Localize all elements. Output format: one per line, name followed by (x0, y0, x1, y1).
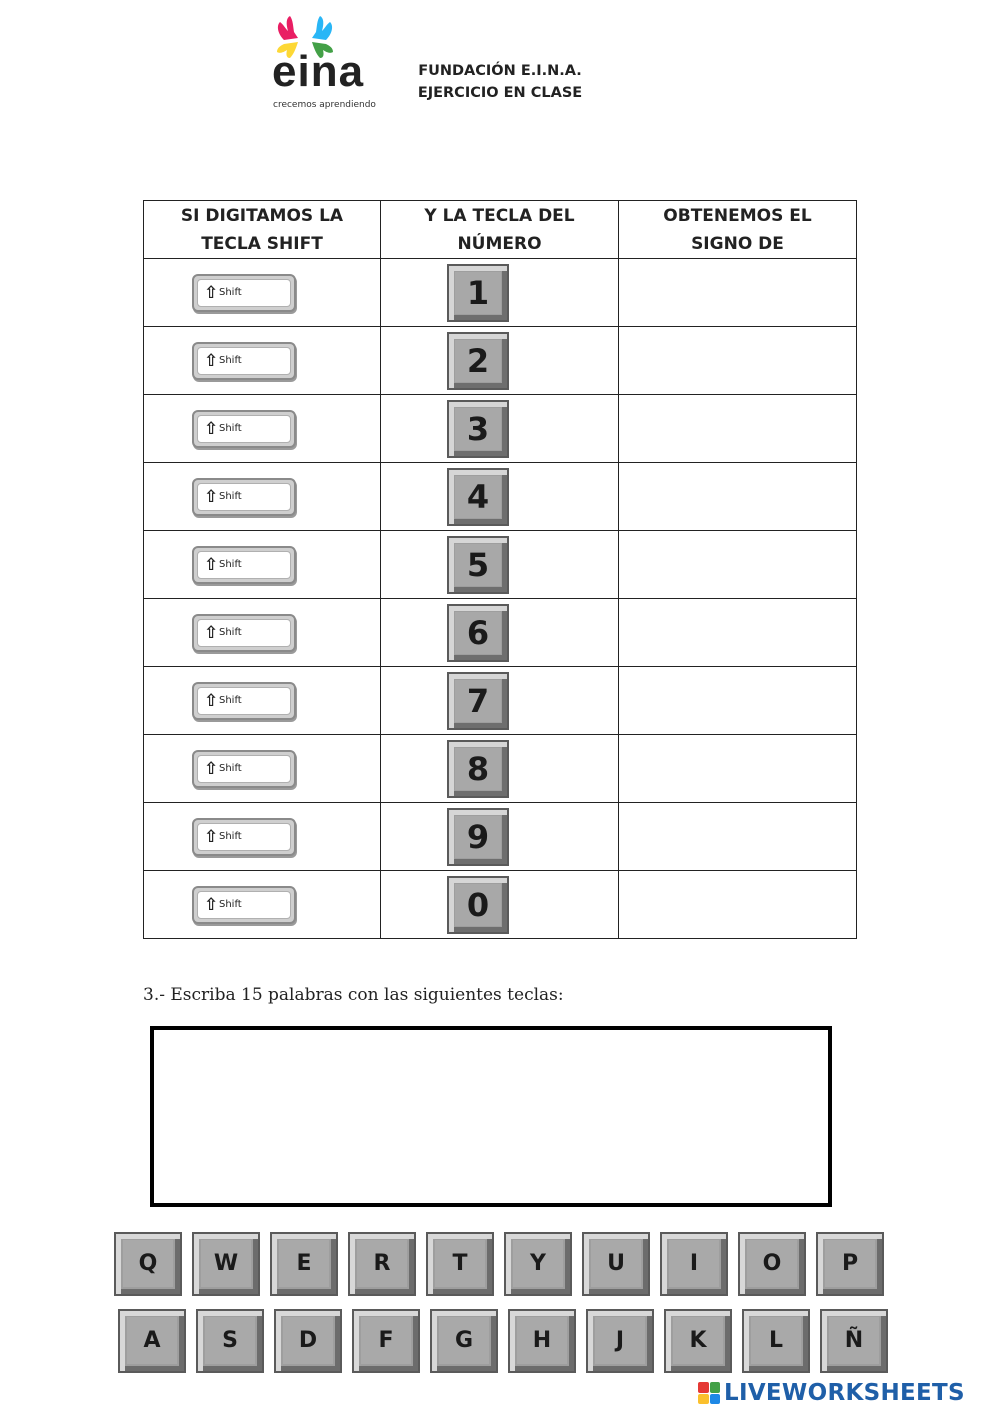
number-key-label: 8 (455, 748, 501, 790)
number-key-icon (447, 468, 509, 526)
keyboard-row-1 (114, 1232, 884, 1296)
number-key-icon (447, 876, 509, 934)
table-row (144, 531, 857, 599)
number-key-icon (447, 332, 509, 390)
shift-cell (144, 531, 381, 599)
keyboard-key (504, 1232, 572, 1296)
number-key-icon (447, 536, 509, 594)
shift-key-label: Shift (219, 354, 242, 366)
table-header-row (144, 201, 857, 259)
shift-key-label: Shift (219, 558, 242, 570)
watermark-icon-tile (698, 1394, 709, 1405)
sign-answer-cell[interactable] (619, 531, 857, 599)
table-row (144, 259, 857, 327)
shift-key-icon (192, 818, 296, 856)
shift-key-label: Shift (219, 830, 242, 842)
keyboard-key (118, 1309, 186, 1373)
exercise-3-instruction: 3.- Escriba 15 palabras con las siguientes teclas: (143, 985, 564, 1005)
shift-cell (144, 735, 381, 803)
keyboard-key (270, 1232, 338, 1296)
keyboard-key (816, 1232, 884, 1296)
number-cell (381, 531, 619, 599)
keyboard-key (582, 1232, 650, 1296)
keyboard-key-label: J (595, 1317, 645, 1364)
keyboard-key-label: Y (513, 1240, 563, 1287)
col-header-sign: OBTENEMOS EL SIGNO DE (619, 201, 857, 259)
table-row (144, 599, 857, 667)
keyboard-key-label: D (283, 1317, 333, 1364)
sign-answer-cell[interactable] (619, 599, 857, 667)
number-key-label: 2 (455, 340, 501, 382)
table-row (144, 463, 857, 531)
keyboard-key (586, 1309, 654, 1373)
keyboard-key (508, 1309, 576, 1373)
col-header-shift: SI DIGITAMOS LA TECLA SHIFT (144, 201, 381, 259)
shift-key-label: Shift (219, 422, 242, 434)
number-key-label: 0 (455, 884, 501, 926)
keyboard-row-2 (118, 1309, 888, 1373)
keyboard-key-label: Q (123, 1240, 173, 1287)
sign-answer-cell[interactable] (619, 871, 857, 939)
keyboard-key (742, 1309, 810, 1373)
keyboard-key-label: F (361, 1317, 411, 1364)
shift-cell (144, 803, 381, 871)
number-key-icon (447, 740, 509, 798)
shift-cell (144, 667, 381, 735)
number-cell (381, 803, 619, 871)
keyboard-key-label: E (279, 1240, 329, 1287)
shift-cell (144, 259, 381, 327)
table-row (144, 803, 857, 871)
number-cell (381, 259, 619, 327)
shift-key-icon (192, 342, 296, 380)
shift-cell (144, 463, 381, 531)
sign-answer-cell[interactable] (619, 259, 857, 327)
shift-key-label: Shift (219, 694, 242, 706)
shift-cell (144, 395, 381, 463)
keyboard-key (430, 1309, 498, 1373)
keyboard-key-label: W (201, 1240, 251, 1287)
foundation-name: FUNDACIÓN E.I.N.A. (418, 63, 582, 79)
shift-key-label: Shift (219, 762, 242, 774)
number-key-icon (447, 604, 509, 662)
keyboard-key-label: U (591, 1240, 641, 1287)
shift-key-icon (192, 410, 296, 448)
liveworksheets-watermark (698, 1378, 965, 1408)
keyboard-key (192, 1232, 260, 1296)
keyboard-key-label: S (205, 1317, 255, 1364)
number-cell (381, 735, 619, 803)
sign-answer-cell[interactable] (619, 327, 857, 395)
watermark-icon-tile (710, 1394, 721, 1405)
number-cell (381, 463, 619, 531)
up-arrow-icon: ⇧ (204, 350, 219, 371)
keyboard-key-label: A (127, 1317, 177, 1364)
shift-key-label: Shift (219, 286, 242, 298)
up-arrow-icon: ⇧ (204, 282, 219, 303)
keyboard-key (196, 1309, 264, 1373)
up-arrow-icon: ⇧ (204, 418, 219, 439)
number-key-icon (447, 672, 509, 730)
number-key-icon (447, 400, 509, 458)
keyboard-key (352, 1309, 420, 1373)
sign-answer-cell[interactable] (619, 395, 857, 463)
up-arrow-icon: ⇧ (204, 894, 219, 915)
up-arrow-icon: ⇧ (204, 826, 219, 847)
liveworksheets-logo-icon (698, 1382, 720, 1404)
table-row (144, 327, 857, 395)
keyboard-key (274, 1309, 342, 1373)
shift-key-icon (192, 886, 296, 924)
shift-cell (144, 871, 381, 939)
keyboard-key-label: P (825, 1240, 875, 1287)
keyboard-key (348, 1232, 416, 1296)
number-key-icon (447, 808, 509, 866)
keyboard-key (114, 1232, 182, 1296)
number-cell (381, 327, 619, 395)
table-row (144, 667, 857, 735)
up-arrow-icon: ⇧ (204, 758, 219, 779)
watermark-icon-tile (698, 1382, 709, 1393)
keyboard-key (664, 1309, 732, 1373)
number-key-icon (447, 264, 509, 322)
eina-logo (270, 14, 376, 114)
shift-key-icon (192, 478, 296, 516)
sign-answer-cell[interactable] (619, 735, 857, 803)
table-row (144, 395, 857, 463)
shift-key-label: Shift (219, 626, 242, 638)
keyboard-key-label: R (357, 1240, 407, 1287)
table-row (144, 735, 857, 803)
keyboard-key-label: G (439, 1317, 489, 1364)
shift-key-icon (192, 614, 296, 652)
watermark-text: LIVEWORKSHEETS (724, 1380, 965, 1406)
number-key-label: 1 (455, 272, 501, 314)
number-cell (381, 599, 619, 667)
words-answer-box[interactable] (150, 1026, 832, 1207)
number-key-label: 3 (455, 408, 501, 450)
number-key-label: 9 (455, 816, 501, 858)
shift-key-icon (192, 750, 296, 788)
keyboard-key-label: I (669, 1240, 719, 1287)
keyboard-key-label: O (747, 1240, 797, 1287)
shift-key-icon (192, 274, 296, 312)
table-row (144, 871, 857, 939)
shift-key-label: Shift (219, 898, 242, 910)
keyboard-key (426, 1232, 494, 1296)
shift-number-table (143, 200, 857, 939)
keyboard-key-label: L (751, 1317, 801, 1364)
keyboard-key-label: K (673, 1317, 723, 1364)
shift-cell (144, 327, 381, 395)
number-cell (381, 395, 619, 463)
sign-answer-cell[interactable] (619, 803, 857, 871)
keyboard-key-label: Ñ (829, 1317, 879, 1364)
up-arrow-icon: ⇧ (204, 690, 219, 711)
keyboard-key (820, 1309, 888, 1373)
page-header (400, 60, 600, 104)
number-key-label: 7 (455, 680, 501, 722)
col-header-number: Y LA TECLA DEL NÚMERO (381, 201, 619, 259)
number-key-label: 5 (455, 544, 501, 586)
sign-answer-cell[interactable] (619, 463, 857, 531)
keyboard-key (738, 1232, 806, 1296)
up-arrow-icon: ⇧ (204, 622, 219, 643)
watermark-icon-tile (710, 1382, 721, 1393)
number-cell (381, 871, 619, 939)
shift-cell (144, 599, 381, 667)
up-arrow-icon: ⇧ (204, 486, 219, 507)
shift-key-icon (192, 546, 296, 584)
sign-answer-cell[interactable] (619, 667, 857, 735)
up-arrow-icon: ⇧ (204, 554, 219, 575)
keyboard-key (660, 1232, 728, 1296)
logo-wordmark: eina (272, 47, 365, 96)
number-cell (381, 667, 619, 735)
number-key-label: 4 (455, 476, 501, 518)
number-key-label: 6 (455, 612, 501, 654)
keyboard-key-label: H (517, 1317, 567, 1364)
logo-tagline: crecemos aprendiendo (273, 100, 376, 110)
shift-key-label: Shift (219, 490, 242, 502)
keyboard-key-label: T (435, 1240, 485, 1287)
shift-key-icon (192, 682, 296, 720)
exercise-title: EJERCICIO EN CLASE (417, 85, 583, 101)
